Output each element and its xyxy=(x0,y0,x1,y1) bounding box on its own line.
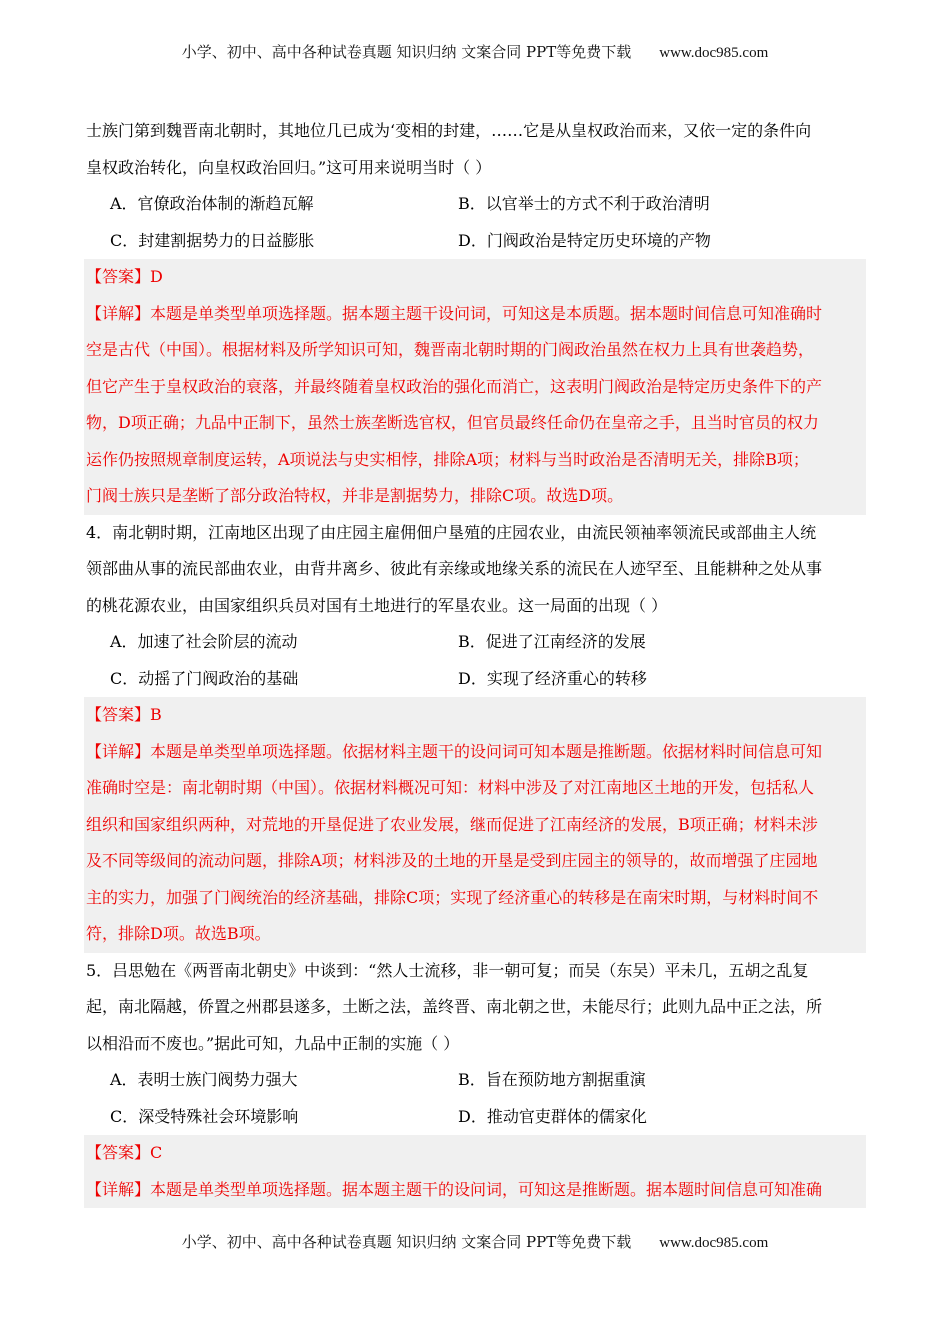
answer-value: D xyxy=(150,267,163,286)
question-stem-line: 以相沿而不废也。”据此可知，九品中正制的实施（ ） xyxy=(86,1033,460,1053)
explanation-line: 运作仍按照规章制度运转，A项说法与史实相悖，排除A项；材料与当时政治是否清明无关，排除B项； xyxy=(86,449,809,469)
explanation-line: 空是古代（中国）。根据材料及所学知识可知，魏晋南北朝时期的门阀政治虽然在权力上具有世袭趋势， xyxy=(86,340,815,359)
option-b: B．旨在预防地方割据重演 xyxy=(458,1070,646,1089)
answer-label: 【答案】 xyxy=(86,267,151,286)
options-row xyxy=(86,1062,864,1099)
option-c: C．动摇了门阀政治的基础 xyxy=(110,668,299,688)
option-d: D．门阀政治是特定历史环境的产物 xyxy=(458,230,711,250)
explanation-line: 及不同等级间的流动问题，排除A项；材料涉及的土地的开垦是受到庄园主的领导的，故而增强了庄园地 xyxy=(86,851,818,870)
answer-value: B xyxy=(150,705,162,724)
option-c: C．封建割据势力的日益膨胀 xyxy=(110,230,315,250)
options-row xyxy=(86,1099,864,1136)
page-footer xyxy=(0,1231,950,1252)
answer-line xyxy=(86,259,866,296)
question-stem-line: 领部曲从事的流民部曲农业，由背井离乡、彼此有亲缘或地缘关系的流民在人迹罕至、且能耕种之处从事 xyxy=(86,559,823,578)
option-c: C．深受特殊社会环境影响 xyxy=(110,1106,299,1126)
answer-box xyxy=(84,1135,866,1208)
explanation-label: 【详解】 xyxy=(86,303,151,323)
option-a: A．官僚政治体制的渐趋瓦解 xyxy=(110,194,314,213)
explanation-line: 符，排除D项。故选B项。 xyxy=(86,924,271,943)
answer-value: C xyxy=(150,1143,163,1162)
option-d: D．实现了经济重心的转移 xyxy=(458,668,647,688)
explanation-line: 主的实力，加强了门阀统治的经济基础，排除C项；实现了经济重心的转移是在南宋时期，与材料时间不 xyxy=(86,887,819,907)
question-3 xyxy=(86,113,864,515)
question-5 xyxy=(86,953,864,1209)
explanation-line: 门阀士族只是垄断了部分政治特权，并非是割据势力，排除C项。故选D项。 xyxy=(86,486,624,505)
header-text: 小学、初中、高中各种试卷真题 知识归纳 文案合同 PPT等免费下载 xyxy=(181,43,632,61)
options-row xyxy=(86,186,864,223)
header-url[interactable]: www.doc985.com xyxy=(659,45,769,61)
explanation-line: 组织和国家组织两种，对荒地的开垦促进了农业发展，继而促进了江南经济的发展，B项正确；材料未涉 xyxy=(86,814,818,834)
question-stem-line: 皇权政治转化，向皇权政治回归。”这可用来说明当时（ ） xyxy=(86,157,492,177)
answer-label: 【答案】 xyxy=(86,1143,151,1162)
options-row xyxy=(86,624,864,661)
explanation-label: 【详解】 xyxy=(86,1179,151,1199)
question-4 xyxy=(86,515,864,953)
option-b: B．促进了江南经济的发展 xyxy=(458,632,646,651)
question-stem-line: 的桃花源农业，由国家组织兵员对国有土地进行的军垦农业。这一局面的出现（ ） xyxy=(86,595,668,615)
explanation-label: 【详解】 xyxy=(86,741,151,761)
question-stem-line: 起，南北隔越，侨置之州郡县遂多，土断之法，盖终晋、南北朝之世，未能尽行；此则九品中正之法，所 xyxy=(86,997,823,1016)
option-d: D．推动官吏群体的儒家化 xyxy=(458,1106,647,1126)
explanation-line: 但它产生于皇权政治的衰落，并最终随着皇权政治的强化而消亡，这表明门阀政治是特定历史条件下的产 xyxy=(86,376,823,396)
explanation-line: 【详解】本题是单类型单项选择题。据本题主题干设问词，可知这是本质题。据本题时间信息可知准确时 xyxy=(86,303,823,323)
options-row xyxy=(86,661,864,698)
answer-line xyxy=(86,697,866,734)
footer-text: 小学、初中、高中各种试卷真题 知识归纳 文案合同 PPT等免费下载 xyxy=(181,1233,632,1251)
answer-box xyxy=(84,697,866,953)
option-a: A．表明士族门阀势力强大 xyxy=(110,1070,298,1089)
explanation-line: 【详解】本题是单类型单项选择题。据本题主题干的设问词，可知这是推断题。据本题时间信息可知准确 xyxy=(86,1179,823,1199)
option-a: A．加速了社会阶层的流动 xyxy=(110,632,298,651)
document-body xyxy=(86,113,864,1208)
explanation-line: 准确时空是：南北朝时期（中国）。依据材料概况可知：材料中涉及了对江南地区土地的开发，包括私人 xyxy=(86,778,815,797)
footer-url[interactable]: www.doc985.com xyxy=(659,1235,769,1251)
answer-box xyxy=(84,259,866,515)
page-header xyxy=(0,41,950,62)
explanation-line: 物，D项正确；九品中正制下，虽然士族垄断选官权，但官员最终任命仍在皇帝之手，且当时官员的权力 xyxy=(86,413,819,432)
explanation-line: 【详解】本题是单类型单项选择题。依据材料主题干的设问词可知本题是推断题。依据材料时间信息可知 xyxy=(86,741,823,761)
options-row xyxy=(86,223,864,260)
question-stem-line: 士族门第到魏晋南北朝时，其地位几已成为‘变相的封建，……它是从皇权政治而来，又依一定的条件向 xyxy=(86,121,812,140)
option-b: B．以官举士的方式不利于政治清明 xyxy=(458,194,710,213)
answer-line xyxy=(86,1135,866,1172)
question-stem-line: 5．吕思勉在《两晋南北朝史》中谈到：“然人士流移，非一朝可复；而吴（东吴）平未几，五胡之乱复 xyxy=(86,960,809,980)
question-stem-line: 4．南北朝时期，江南地区出现了由庄园主雇佣佃户垦殖的庄园农业，由流民领袖率领流民或部曲主人统 xyxy=(86,522,817,542)
answer-label: 【答案】 xyxy=(86,705,151,724)
